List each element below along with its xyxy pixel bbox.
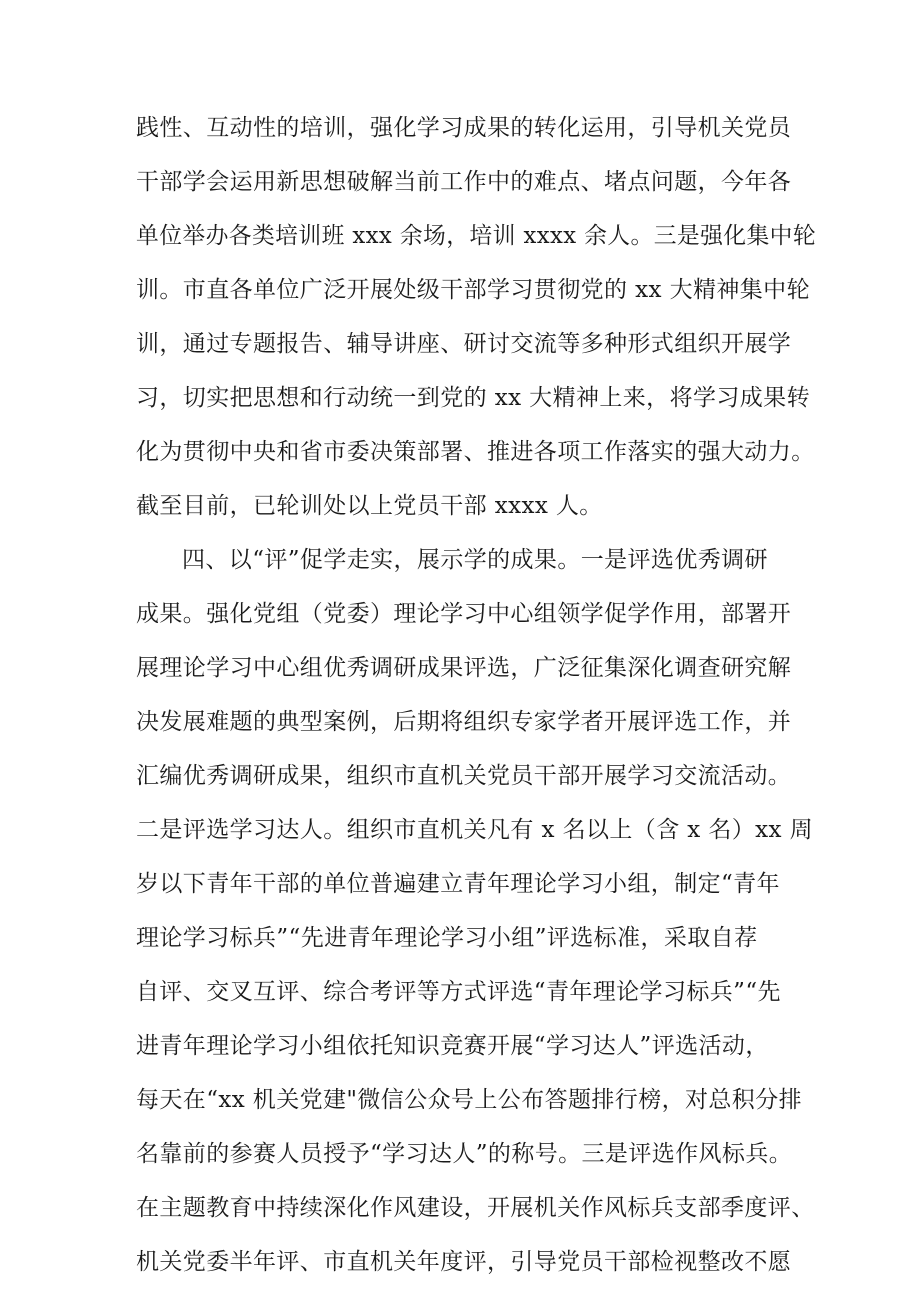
text-line: 训。市直各单位广泛开展处级干部学习贯彻党的 xx 大精神集中轮: [136, 277, 810, 303]
text-line: 践性、互动性的培训，强化学习成果的转化运用，引导机关党员: [136, 115, 792, 141]
text-line: 干部学会运用新思想破解当前工作中的难点、堵点问题，今年各: [136, 169, 792, 195]
text-line: 成果。强化党组（党委）理论学习中心组领学促学作用，部署开: [136, 601, 792, 627]
text-line: 训，通过专题报告、辅导讲座、研讨交流等多种形式组织开展学: [136, 331, 792, 357]
text-line: 二是评选学习达人。组织市直机关凡有 x 名以上（含 x 名）xx 周: [136, 817, 814, 843]
paragraph-start-line: 四、以“评”促学走实，展示学的成果。一是评选优秀调研: [182, 547, 768, 573]
text-line: 自评、交叉互评、综合考评等方式评选“青年理论学习标兵”“先: [136, 979, 781, 1005]
text-line: 每天在“xx 机关党建"微信公众号上公布答题排行榜，对总积分排: [136, 1087, 802, 1113]
text-line: 在主题教育中持续深化作风建设，开展机关作风标兵支部季度评、: [136, 1195, 815, 1221]
text-line: 机关党委半年评、市直机关年度评，引导党员干部检视整改不愿: [136, 1249, 792, 1275]
text-line: 岁以下青年干部的单位普遍建立青年理论学习小组，制定“青年: [136, 871, 780, 897]
text-line: 汇编优秀调研成果，组织市直机关党员干部开展学习交流活动。: [136, 763, 792, 789]
text-line: 展理论学习中心组优秀调研成果评选，广泛征集深化调查研究解: [136, 655, 792, 681]
text-line: 习，切实把思想和行动统一到党的 xx 大精神上来，将学习成果转: [136, 385, 810, 411]
text-line: 决发展难题的典型案例，后期将组织专家学者开展评选工作，并: [136, 709, 792, 735]
text-line: 单位举办各类培训班 xxx 余场，培训 xxxx 余人。三是强化集中轮: [136, 223, 817, 249]
text-line: 名靠前的参赛人员授予“学习达人”的称号。三是评选作风标兵。: [136, 1141, 793, 1167]
text-line: 进青年理论学习小组依托知识竞赛开展“学习达人”评选活动，: [136, 1033, 769, 1059]
text-line: 理论学习标兵”“先进青年理论学习小组”评选标准，采取自荐: [136, 925, 758, 951]
text-line: 化为贯彻中央和省市委决策部署、推进各项工作落实的强大动力。: [136, 439, 815, 465]
text-line: 截至目前，已轮训处以上党员干部 xxxx 人。: [136, 493, 603, 519]
